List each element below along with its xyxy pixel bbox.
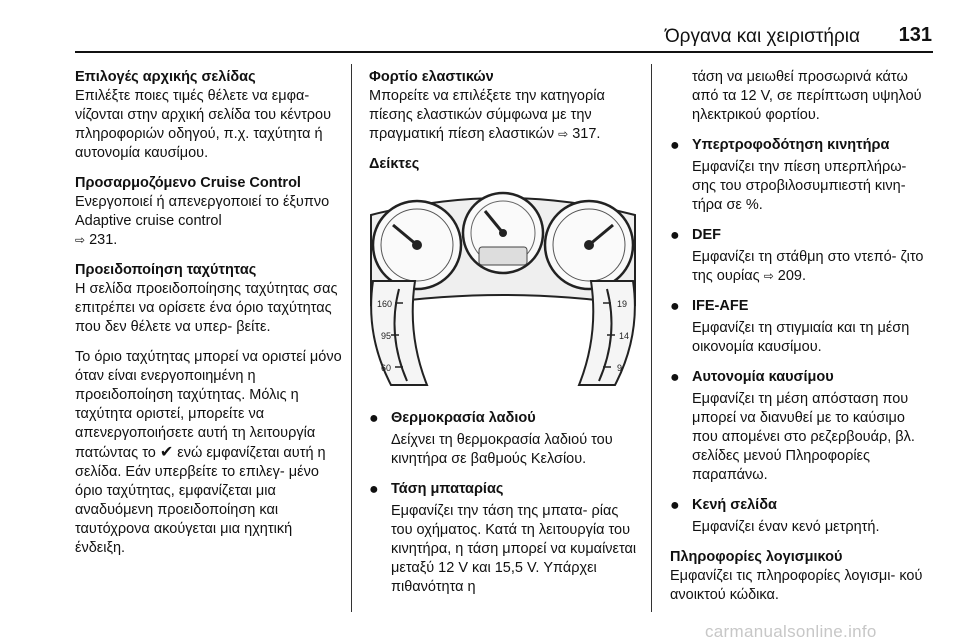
section-title: Προειδοποίηση ταχύτητας [75,262,257,278]
bullet-description [692,248,932,286]
bullet-description: Δείχνει τη θερμοκρασία λαδιού του κινητήρα σε βαθμούς Κελσίου. [391,432,613,467]
bullet-icon: ● [670,298,680,315]
bullet-description-continued: τάση να μειωθεί προσωρινά κάτω από τα 12 V, σε περίπτωση υψηλού ηλεκτρικού φορτίου. [692,69,922,123]
bullet-icon: ● [369,481,379,498]
bullet-battery-voltage [369,480,637,499]
page-ref[interactable]: 231. [89,232,118,248]
section-text: Το όριο ταχύτητας μπορεί να οριστεί μόνο όταν είναι ενεργοποιημένη η προειδοποίηση ταχύτητας. Μόλις η ταχύτητα οριστεί, μπορείτε να απενεργοποιήσετε αυτή τη λειτουργία πατώντας το [75,349,342,461]
bullet-description: Εμφανίζει έναν κενό μετρητή. [692,519,880,535]
bullet-def [670,226,932,245]
column-divider-2 [651,64,652,612]
section-title: Επιλογές αρχικής σελίδας [75,69,256,85]
section-software-info [670,548,932,605]
gauge-tick-label: 9 [617,363,623,373]
gauge-tick-label: 14 [619,331,630,341]
page-number: 131 [898,24,932,46]
page-ref-arrow-icon: ⇨ [75,233,86,247]
section-text: Επιλέξτε ποιες τιμές θέλετε να εμφα‐ νίζονται στην αρχική σελίδα του κέντρου πληροφοριών οδηγού, π.χ. ταχύτητα ή αυτονομία καυσίμου. [75,88,332,161]
section-title: Πληροφορίες λογισμικού [670,549,843,565]
column-3 [670,68,932,616]
bullet-description: Εμφανίζει την τάση της μπατα‐ ρίας του οχήματος. Κατά τη λειτουργία του κινητήρα, η τάση μπορεί να κυμαίνεται μεταξύ 12 V και 15,5 V. Υπάρχει πιθανότητα η [391,503,637,595]
bullet-icon: ● [670,497,680,514]
page-header-title: Όργανα και χειριστήρια [664,26,860,47]
section-text: ενώ εμφανίζεται αυτή η σελίδα. Εάν υπερβείτε το επιλεγ‐ μένο όριο ταχύτητας, εμφανίζεται μια αναδυόμενη προειδοποίηση και ταυτόχρονα ακούγεται μια ηχητική ένδειξη. [75,445,326,556]
bullet-text: Εμφανίζει τη στάθμη στο ντεπό‐ ζιτο της ουρίας [692,249,924,284]
bullet-title: Αυτονομία καυσίμου [692,369,834,385]
bullet-blank-page [670,496,932,515]
section-gauges [369,155,637,174]
page-ref-arrow-icon: ⇨ [558,127,569,141]
bullet-ife-afe [670,297,932,316]
page-ref[interactable]: 317. [572,126,601,142]
center-speedometer-dial [463,193,543,273]
bullet-boost [670,136,932,155]
instrument-cluster-illustration [369,185,637,393]
bullet-icon: ● [670,227,680,244]
bullet-description: Εμφανίζει τη στιγμιαία και τη μέση οικονομία καυσίμου. [692,320,910,355]
section-text: Μπορείτε να επιλέξετε την κατηγορία πίεσης ελαστικών σύμφωνα με την πραγματική πίεση ελαστικών [369,88,605,142]
right-fuel-dial [545,201,633,289]
bullet-icon: ● [369,410,379,427]
section-title: Προσαρμοζόμενο Cruise Control [75,175,301,191]
bullet-title: Τάση μπαταρίας [391,481,504,497]
section-title: Φορτίο ελαστικών [369,69,494,85]
section-speed-warning-details [75,348,345,558]
bullet-description: Εμφανίζει την πίεση υπερπλήρω‐ σης του στροβιλοσυμπιεστή κινη‐ τήρα σε %. [692,159,907,213]
column-2 [369,68,637,608]
bullet-description: Εμφανίζει τη μέση απόσταση που μπορεί να διανυθεί με το καύσιμο που απομένει στο ρεζερβουάρ, βλ. σελίδες μενού Πληροφορίες παραπάνω. [692,391,915,483]
section-adaptive-cruise [75,174,345,250]
page-ref-arrow-icon: ⇨ [763,269,774,283]
section-text: Ενεργοποιεί ή απενεργοποιεί το έξυπνο Adaptive cruise control [75,194,330,229]
bullet-icon: ● [670,369,680,386]
page-ref[interactable]: 209. [777,268,807,284]
column-divider-1 [351,64,352,612]
section-tyre-load [369,68,637,144]
gauge-tick-label: 160 [377,299,393,309]
bullet-oil-temp [369,409,637,428]
left-tachometer-dial [373,201,461,289]
header-rule [75,51,933,53]
watermark: carmanualsonline.info [705,622,877,641]
section-title: Δείκτες [369,156,420,172]
bullet-title: Θερμοκρασία λαδιού [391,410,536,426]
section-text: Η σελίδα προειδοποίησης ταχύτητας σας επιτρέπει να ορίσετε ένα όριο ταχύτητας που δεν θέλετε να υπερ‐ βείτε. [75,281,338,335]
gauge-tick-label: 19 [617,299,628,309]
bullet-title: Κενή σελίδα [692,497,777,513]
column-1 [75,68,345,569]
section-speed-warning [75,261,345,337]
bullet-fuel-range [670,368,932,387]
bullet-title: IFE-AFE [692,298,749,314]
section-text: Εμφανίζει τις πληροφορίες λογισμι‐ κού ανοικτού κώδικα. [670,568,923,603]
gauge-tick-label: 60 [381,363,392,373]
checkmark-icon: ✔ [159,444,174,461]
section-home-page-options [75,68,345,163]
bullet-title: DEF [692,227,721,243]
gauge-tick-label: 95 [381,331,392,341]
bullet-title: Υπερτροφοδότηση κινητήρα [692,137,890,153]
bullet-icon: ● [670,137,680,154]
